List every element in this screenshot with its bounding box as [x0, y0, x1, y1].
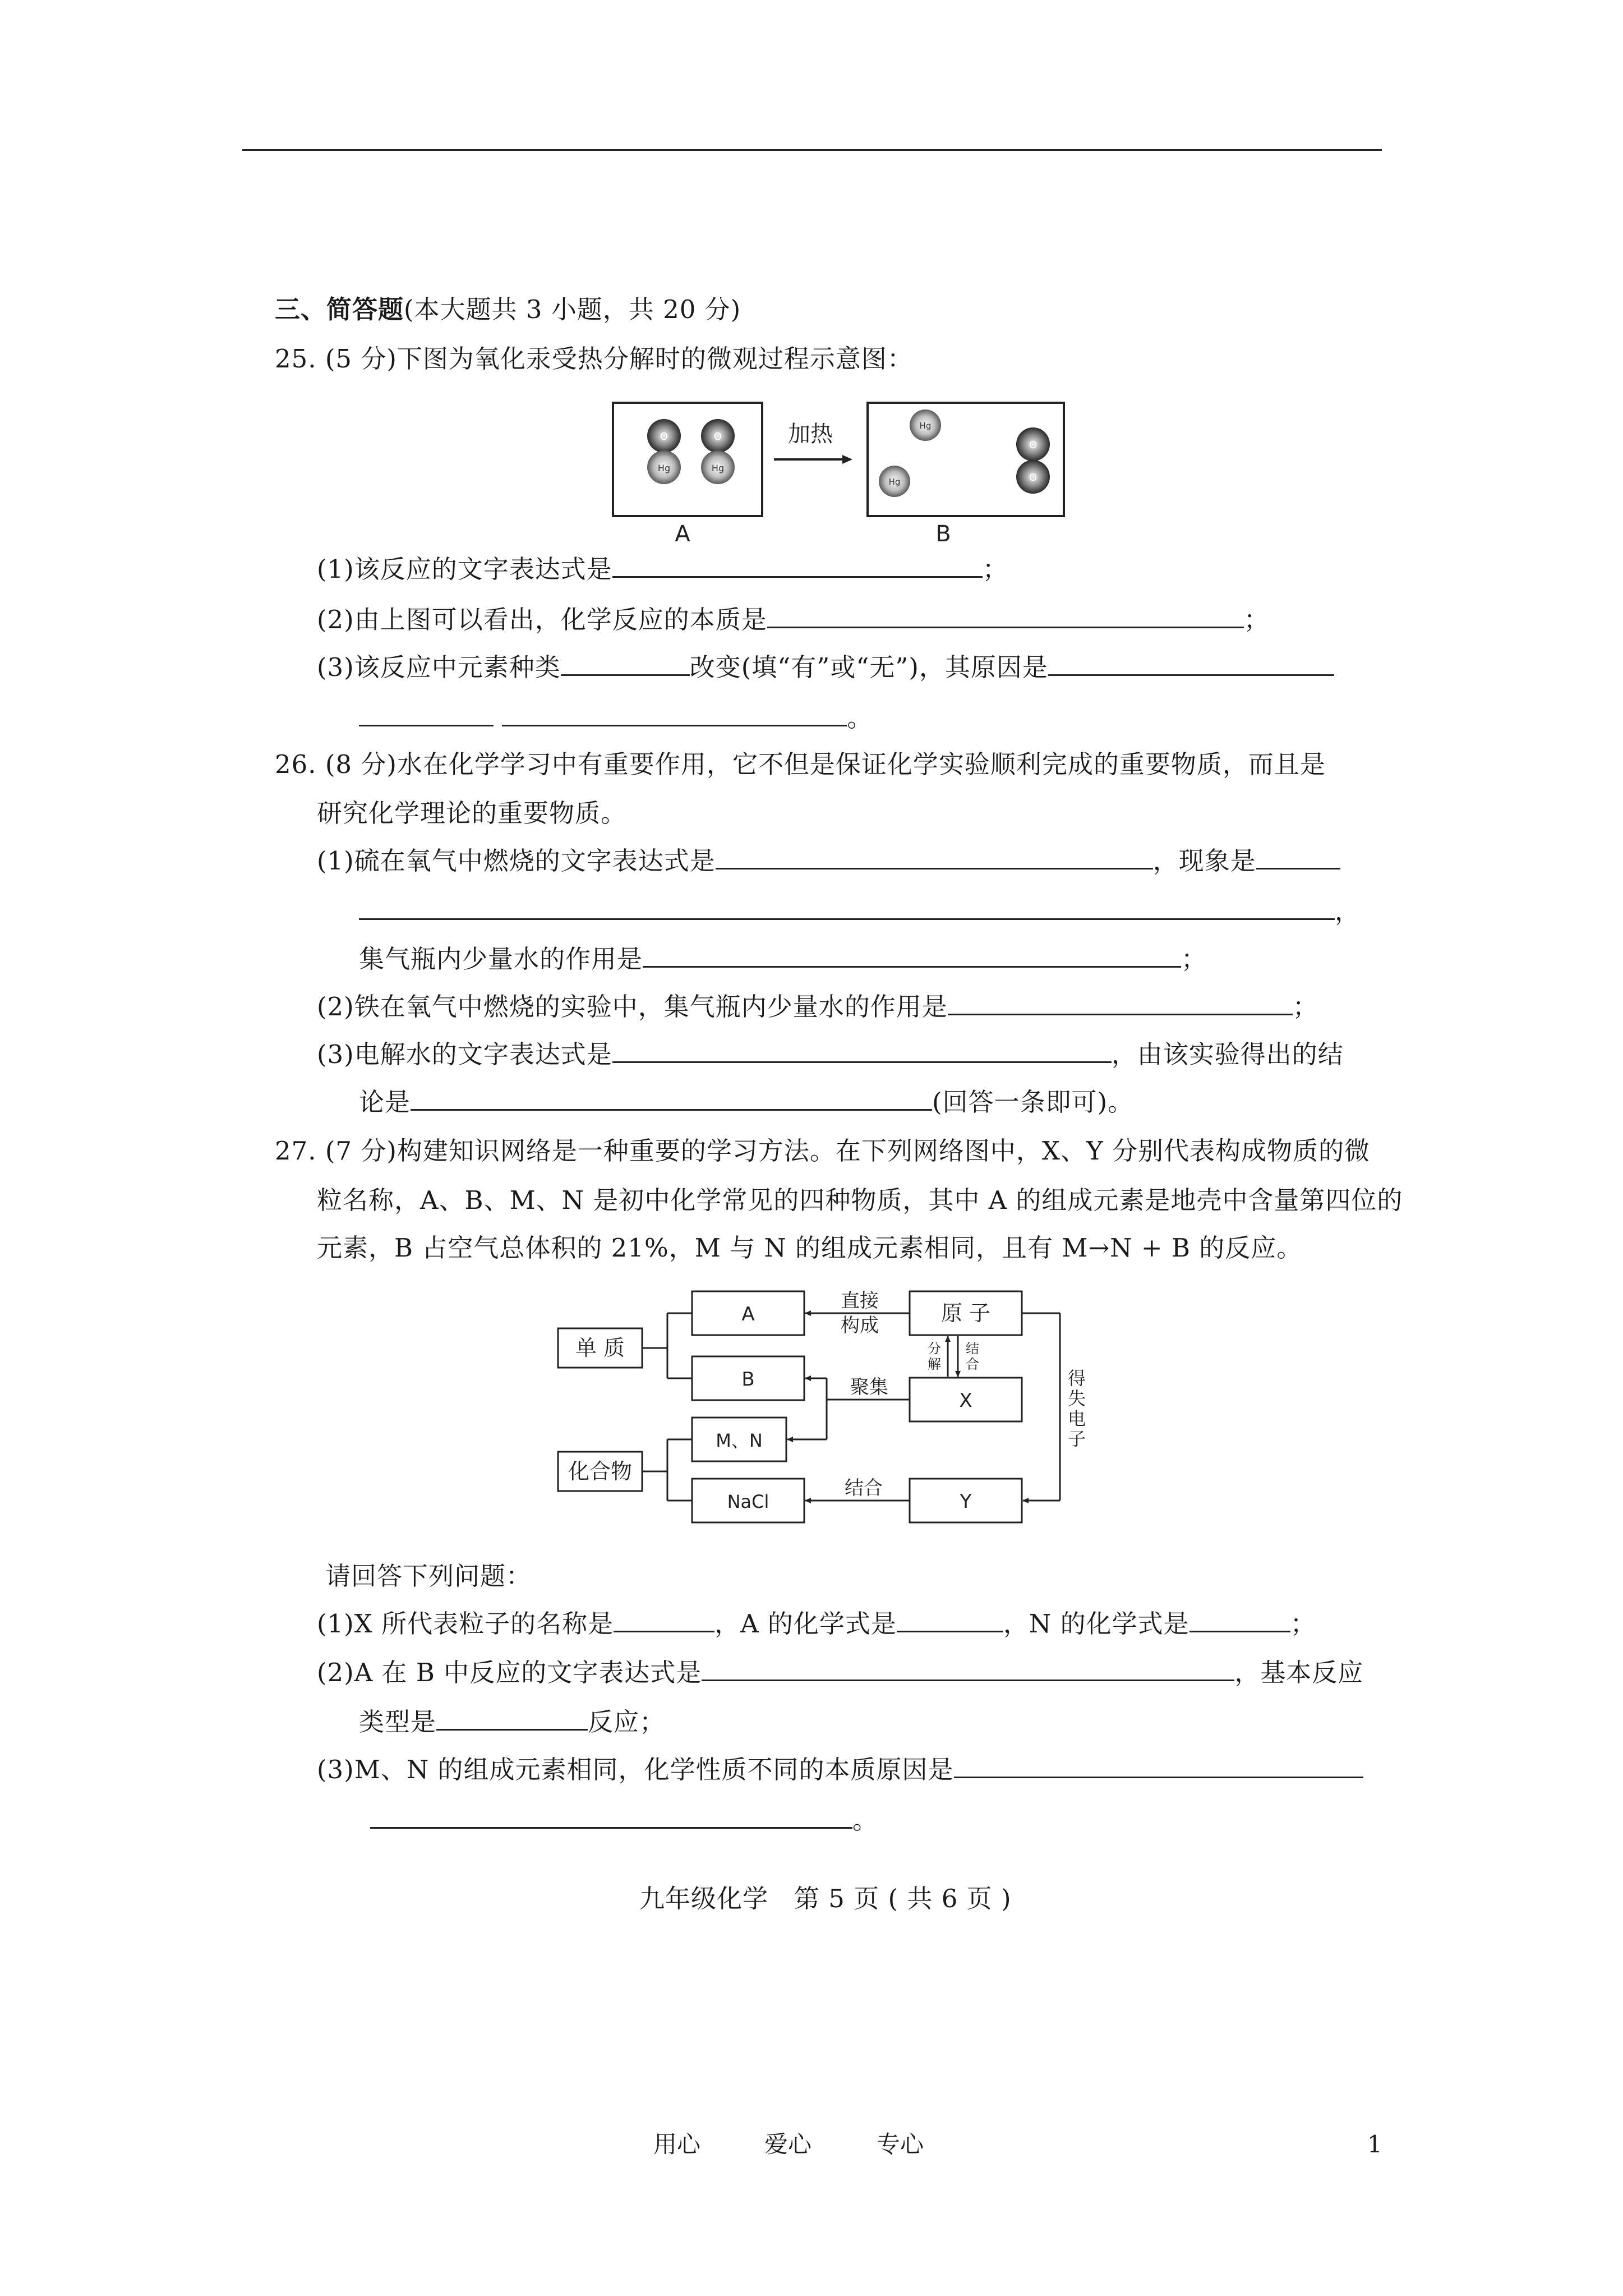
q26-part2 [317, 990, 1318, 1024]
answer-blank[interactable] [359, 896, 1335, 920]
q25-part3 [317, 651, 1334, 684]
q27-part3-cont [370, 1803, 878, 1837]
q27-intro-3: 元素，B 占空气总体积的 21%，M 与 N 的组成元素相同，且有 M→N + B 的反应。 [317, 1233, 1303, 1263]
label-direct: 直接 [841, 1290, 879, 1312]
q25-intro: 25. (5 分)下图为氧化汞受热分解时的微观过程示意图： [275, 344, 913, 374]
answer-blank[interactable] [767, 604, 1244, 628]
answer-blank[interactable] [1048, 652, 1334, 676]
q25-p3-end: 。 [847, 703, 873, 733]
q26-intro-1: 26. (8 分)水在化学学习中有重要作用，它不但是保证化学实验顺利完成的重要物质，而且是 [275, 749, 1326, 779]
answer-blank[interactable] [502, 702, 847, 726]
header-rule [242, 149, 1382, 151]
page-number: 1 [1367, 2131, 1382, 2158]
q25-p1-end: ； [982, 554, 1008, 584]
label-box-nacl: NaCl [727, 1491, 769, 1512]
label-box-a: A [741, 1303, 755, 1326]
q26-p2-text: (2)铁在氧气中燃烧的实验中，集气瓶内少量水的作用是 [317, 992, 948, 1022]
q26-p1-comma: ， [1335, 896, 1361, 926]
q26-part1-water [359, 942, 1207, 976]
answer-blank[interactable] [643, 944, 1181, 968]
q27-knowledge-network [555, 1285, 1105, 1534]
answer-blank[interactable] [1256, 845, 1340, 869]
motto-word: 专心 [877, 2131, 924, 2158]
section-title: 三、简答题 [275, 295, 404, 324]
q26-p2-end: ； [1292, 992, 1318, 1022]
q27-intro-1: 27. (7 分)构建知识网络是一种重要的学习方法。在下列网络图中，X、Y 分别代表构成物质的微 [275, 1136, 1370, 1166]
atom-label-hg: Hg [657, 463, 671, 473]
answer-blank[interactable] [948, 991, 1293, 1015]
answer-blank[interactable] [561, 652, 690, 676]
q27-p2-text-a: (2)A 在 B 中反应的文字表达式是 [317, 1658, 702, 1687]
q27-part2 [317, 1656, 1363, 1690]
q25-p3-text-a: (3)该反应中元素种类 [317, 652, 561, 682]
atom-label-o: O [1029, 472, 1038, 484]
label-zi: 子 [1067, 1428, 1086, 1450]
answer-blank[interactable] [612, 1039, 1112, 1063]
q27-p1-text-a: (1)X 所代表粒子的名称是 [317, 1609, 614, 1639]
arrow-head [842, 455, 852, 464]
label-b: B [935, 521, 951, 547]
answer-blank[interactable] [954, 1754, 1363, 1778]
label-a: A [675, 521, 690, 547]
q27-intro-2: 粒名称，A、B、M、N 是初中化学常见的四种物质，其中 A 的组成元素是地壳中含量第四位的 [317, 1185, 1403, 1215]
answer-blank[interactable] [612, 554, 983, 578]
label-dian: 电 [1067, 1408, 1086, 1429]
q27-p2-text-c: 类型是 [359, 1707, 437, 1737]
q27-part2-cont [359, 1705, 665, 1739]
answer-blank[interactable] [1189, 1608, 1290, 1632]
q26-part1 [317, 844, 1340, 878]
page-footer: 九年级化学 第 5 页 ( 共 6 页 ) [639, 1884, 1012, 1913]
q26-p3-text-b: ，由该实验得出的结 [1111, 1039, 1344, 1069]
atom-label-o: O [713, 431, 722, 443]
label-jie2: 结 [966, 1341, 979, 1356]
answer-blank[interactable] [436, 1706, 588, 1731]
atom-label-hg: Hg [888, 477, 901, 487]
q27-p3-end: 。 [852, 1805, 879, 1835]
q27-part3 [317, 1753, 1363, 1787]
q25-part3-cont [359, 701, 873, 735]
q26-part3 [317, 1038, 1344, 1071]
label-danzhi: 单 质 [575, 1336, 625, 1360]
atom-label-hg: Hg [711, 463, 725, 473]
answer-blank[interactable] [370, 1805, 852, 1829]
q27-p1-end: ； [1290, 1609, 1316, 1639]
q27-p3-text: (3)M、N 的组成元素相同，化学性质不同的本质原因是 [317, 1755, 954, 1784]
q26-p3-text-d: (回答一条即可)。 [932, 1087, 1134, 1117]
q26-p1-end: ； [1181, 944, 1207, 974]
answer-blank[interactable] [411, 1087, 932, 1111]
label-box-mn: M、N [716, 1430, 763, 1451]
label-fen: 分 [928, 1341, 941, 1356]
answer-blank[interactable] [359, 702, 494, 726]
label-huahewu: 化合物 [568, 1459, 633, 1484]
q26-intro-2: 研究化学理论的重要物质。 [317, 798, 627, 828]
q26-p3-text-c: 论是 [359, 1087, 411, 1117]
motto-word: 用心 [653, 2131, 701, 2158]
label-juji: 聚集 [850, 1376, 888, 1398]
box-a [613, 403, 762, 516]
q27-p1-text-c: ，N 的化学式是 [1003, 1609, 1189, 1639]
q26-p1-text-c: 集气瓶内少量水的作用是 [359, 944, 643, 974]
section-note: (本大题共 3 小题，共 20 分) [404, 295, 741, 324]
q26-part3-cont [359, 1085, 1133, 1119]
atom-label-hg: Hg [919, 421, 932, 431]
section-heading [275, 293, 741, 326]
q27-p2-text-d: 反应； [588, 1707, 666, 1737]
label-compose: 构成 [841, 1314, 879, 1337]
q25-part1 [317, 553, 1008, 586]
q25-p2-end: ； [1243, 605, 1270, 634]
q25-p1-text: (1)该反应的文字表达式是 [317, 554, 612, 584]
label-box-b: B [741, 1368, 755, 1391]
atom-label-o: O [660, 431, 668, 443]
arrow-label: 加热 [788, 421, 833, 447]
q27-prompt: 请回答下列问题： [325, 1561, 532, 1591]
q26-p1-text-b: ，现象是 [1152, 846, 1256, 876]
q27-p1-text-b: ，A 的化学式是 [714, 1609, 897, 1639]
label-box-y: Y [960, 1490, 972, 1513]
label-box-atom: 原 子 [940, 1301, 991, 1326]
label-jie: 解 [928, 1356, 941, 1372]
q25-part2 [317, 603, 1270, 637]
q26-p1-text-a: (1)硫在氧气中燃烧的文字表达式是 [317, 846, 716, 876]
q26-p3-text-a: (3)电解水的文字表达式是 [317, 1039, 612, 1069]
label-box-x: X [959, 1389, 972, 1412]
q27-part1 [317, 1607, 1316, 1641]
label-he: 合 [966, 1356, 979, 1372]
q25-p2-text: (2)由上图可以看出，化学反应的本质是 [317, 605, 767, 634]
q25-diagram [611, 401, 1071, 555]
q27-p2-text-b: ，基本反应 [1234, 1658, 1364, 1687]
atom-label-o: O [1029, 439, 1038, 451]
q25-p3-text-b: 改变(填“有”或“无”)，其原因是 [689, 652, 1048, 682]
label-jiehe: 结合 [845, 1477, 883, 1499]
label-de: 得 [1067, 1368, 1086, 1389]
answer-blank[interactable] [716, 845, 1153, 869]
answer-blank[interactable] [702, 1657, 1234, 1681]
q26-part1-cont [359, 895, 1361, 928]
motto-word: 爱心 [764, 2131, 812, 2158]
answer-blank[interactable] [614, 1608, 714, 1632]
label-shi: 失 [1067, 1388, 1086, 1409]
answer-blank[interactable] [897, 1608, 1003, 1632]
